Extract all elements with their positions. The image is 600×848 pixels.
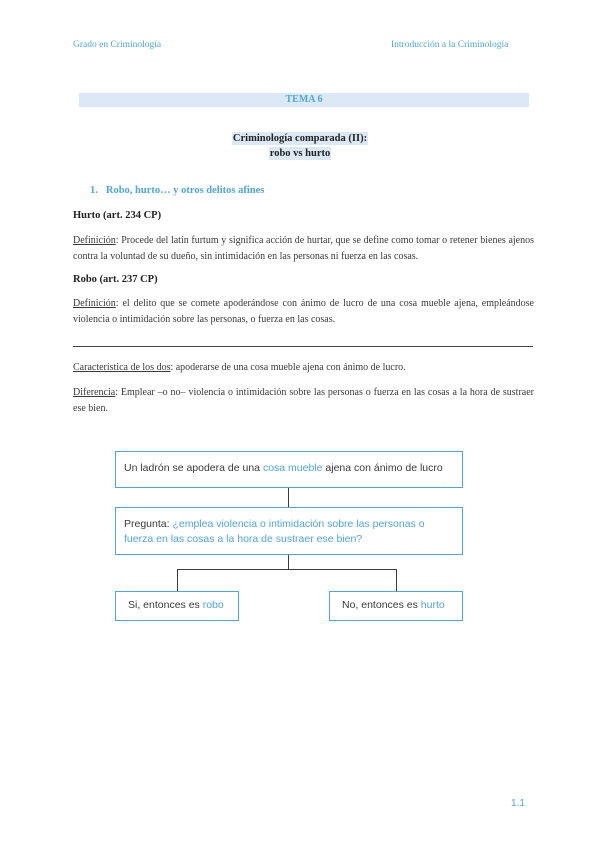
premise-text-pre: Un ladrón se apodera de una xyxy=(124,462,263,474)
diagram-box-question xyxy=(115,507,463,555)
connector-question-stem xyxy=(288,555,289,569)
header-course: Grado en Criminología xyxy=(73,40,162,50)
topic-label: TEMA 6 xyxy=(285,94,323,105)
diagram-box-no xyxy=(329,591,463,621)
title-line-2: robo vs hurto xyxy=(269,148,331,159)
yes-text-pre: Si, entonces es xyxy=(128,599,203,611)
diagram-box-premise xyxy=(115,451,463,488)
connector-branch-yes xyxy=(177,569,178,591)
page-number: 1.1 xyxy=(511,798,525,809)
hurto-def-text: : Procede del latín furtum y significa acción de hurtar, que se define como tomar o retener bienes ajenos contra la voluntad de su dueño, sin intimidación en las personas ni fuerza en las cosas. xyxy=(73,235,534,262)
common-label: Característica de los dos xyxy=(73,362,171,373)
difference xyxy=(73,385,534,417)
hurto-definition xyxy=(73,233,534,265)
connector-branch-horizontal xyxy=(177,569,397,570)
section-title: Robo, hurto… y otros delitos afines xyxy=(105,185,265,196)
common-characteristic xyxy=(73,360,534,376)
robo-heading: Robo (art. 237 CP) xyxy=(73,274,158,285)
section-heading xyxy=(90,185,264,196)
common-text: : apoderarse de una cosa mueble ajena con ánimo de lucro. xyxy=(170,362,406,373)
horizontal-divider xyxy=(73,346,533,347)
header-subject: Introducción a la Criminología xyxy=(391,40,509,50)
no-highlight: hurto xyxy=(420,599,445,611)
question-text-pre: Pregunta: xyxy=(124,518,173,530)
robo-def-text: : el delito que se comete apoderándose con ánimo de lucro de una cosa mueble ajena, empleándose violencia o intimidación sobre las personas, o fuerza en las cosas. xyxy=(73,298,534,325)
robo-definition xyxy=(73,296,534,328)
no-text-pre: No, entonces es xyxy=(342,599,421,611)
hurto-heading: Hurto (art. 234 CP) xyxy=(73,210,162,221)
premise-text-post: ajena con ánimo de lucro xyxy=(322,462,443,474)
diagram-box-yes xyxy=(115,591,239,621)
difference-label: Diferencia xyxy=(73,387,116,398)
title-line-2-wrap xyxy=(0,143,600,161)
hurto-def-label: Definición xyxy=(73,235,116,246)
question-highlight: ¿emplea violencia o intimidación sobre las personas o fuerza en las cosas a la hora de sustraer ese bien? xyxy=(124,518,425,545)
premise-highlight: cosa mueble xyxy=(262,462,323,474)
yes-highlight: robo xyxy=(202,599,224,611)
connector-branch-no xyxy=(396,569,397,591)
topic-band xyxy=(79,93,529,107)
title-line-1: Criminología comparada (II): xyxy=(232,133,368,144)
difference-text: : Emplear –o no– violencia o intimidación sobre las personas o fuerza en las cosas a la hora de sustraer ese bien. xyxy=(73,387,534,414)
connector-premise-question xyxy=(288,488,289,507)
section-number: 1. xyxy=(90,185,98,196)
robo-def-label: Definición xyxy=(73,298,116,309)
